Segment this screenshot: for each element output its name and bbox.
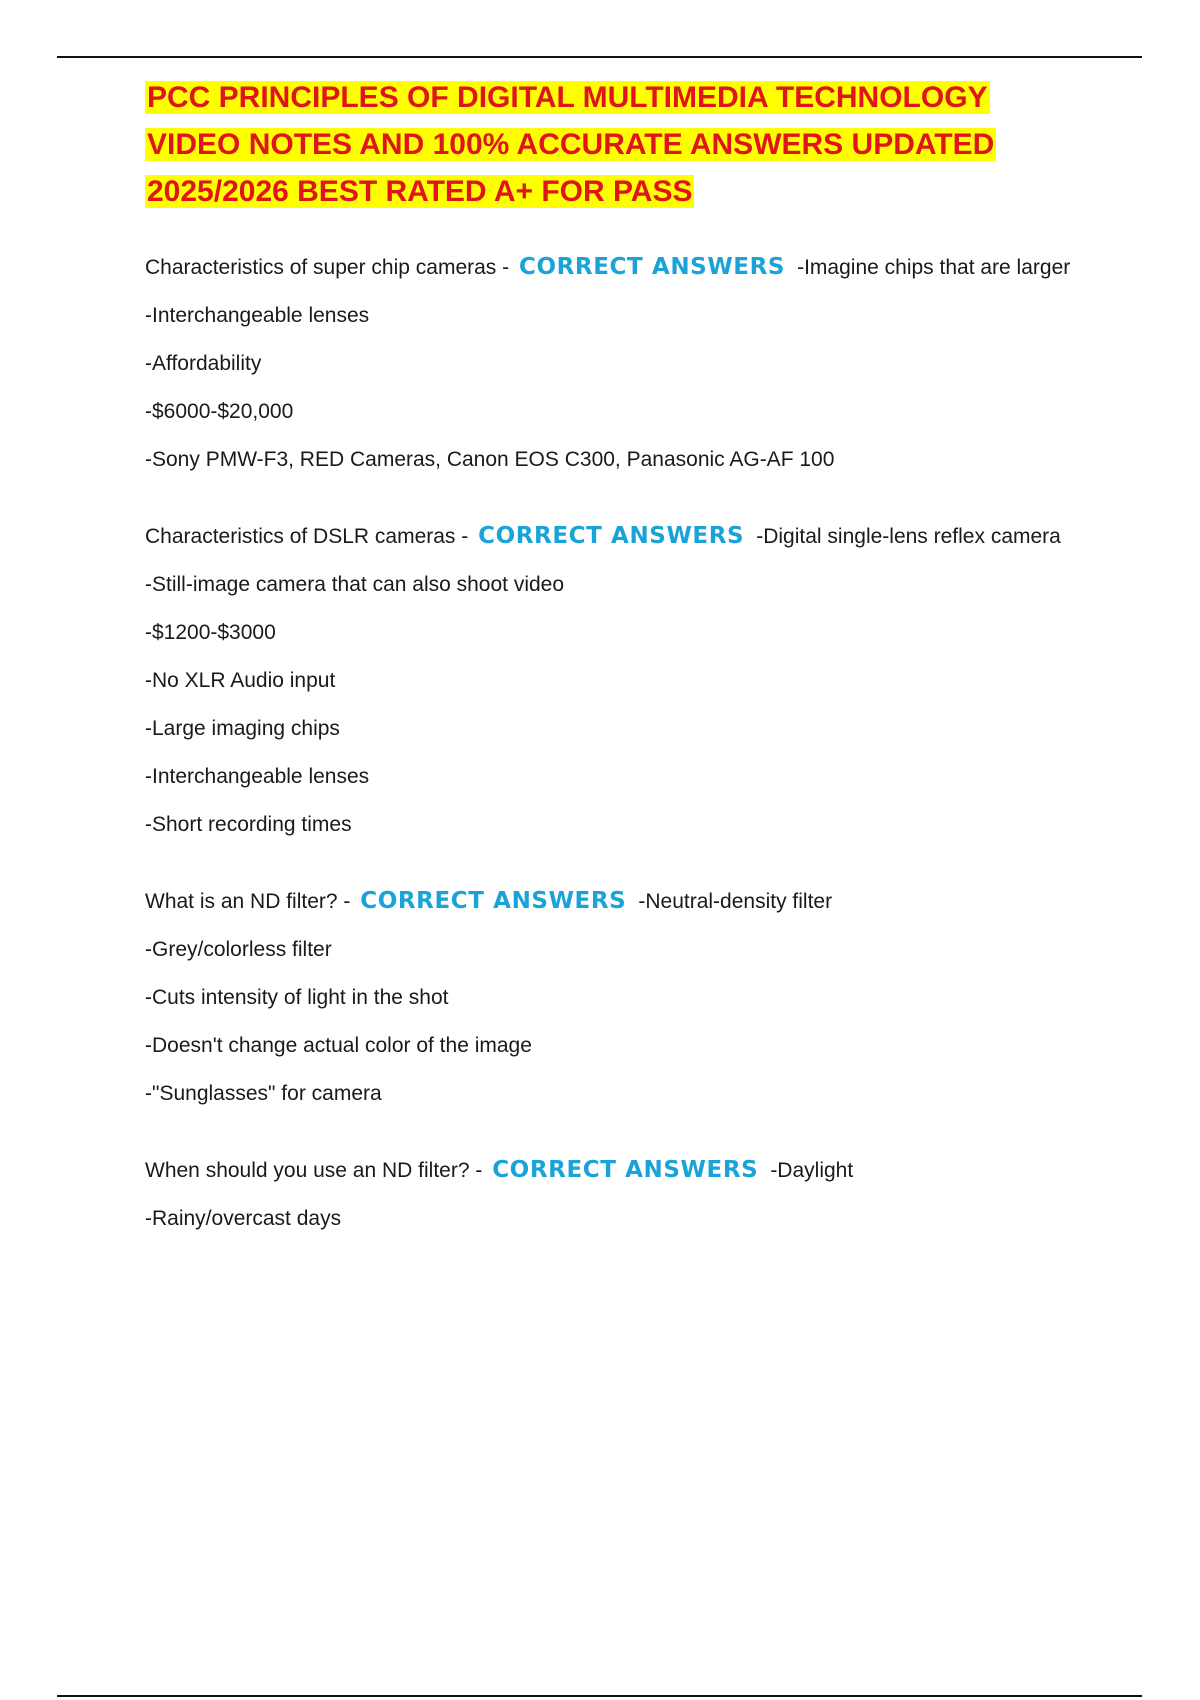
answer-line: -Interchangeable lenses	[145, 765, 370, 788]
first-answer-text: -Imagine chips that are larger	[797, 256, 1071, 279]
question-line	[145, 520, 1095, 553]
qa-block-nd-filter-definition	[145, 885, 1095, 1110]
first-answer-text: -Neutral-density filter	[638, 890, 833, 913]
question-line	[145, 1154, 1095, 1187]
correct-answers-label: CORRECT ANSWERS	[492, 1157, 759, 1183]
top-rule	[57, 56, 1142, 58]
answer-line: -Grey/colorless filter	[145, 938, 332, 961]
answer-line: -Large imaging chips	[145, 717, 340, 740]
qa-block-dslr-cameras	[145, 520, 1095, 841]
question-text: Characteristics of DSLR cameras -	[145, 525, 469, 548]
question-line	[145, 885, 1095, 918]
answer-line: -Still-image camera that can also shoot video	[145, 573, 565, 596]
answer-line: -No XLR Audio input	[145, 669, 336, 692]
document-body	[145, 74, 1095, 1235]
title-line-3: 2025/2026 BEST RATED A+ FOR PASS	[147, 175, 693, 208]
answer-line: -"Sunglasses" for camera	[145, 1082, 382, 1105]
qa-block-super-chip-cameras	[145, 251, 1095, 476]
question-line	[145, 251, 1095, 284]
answer-line: -Affordability	[145, 352, 262, 375]
answer-line: -$6000-$20,000	[145, 400, 294, 423]
answer-line: -Doesn't change actual color of the image	[145, 1034, 532, 1057]
correct-answers-label: CORRECT ANSWERS	[518, 254, 786, 280]
answer-line: -Cuts intensity of light in the shot	[145, 986, 449, 1009]
title-line-1: PCC PRINCIPLES OF DIGITAL MULTIMEDIA TECHNOLOGY	[147, 81, 988, 114]
answer-line: -Sony PMW-F3, RED Cameras, Canon EOS C300, Panasonic AG-AF 100	[145, 448, 835, 471]
qa-block-nd-filter-usage	[145, 1154, 1095, 1235]
first-answer-text: -Daylight	[770, 1159, 854, 1182]
title-line-2: VIDEO NOTES AND 100% ACCURATE ANSWERS UPDATED	[147, 128, 995, 161]
first-answer-text: -Digital single-lens reflex camera	[756, 525, 1061, 548]
answer-line: -$1200-$3000	[145, 621, 276, 644]
answer-line: -Rainy/overcast days	[145, 1207, 342, 1230]
answer-line: -Short recording times	[145, 813, 352, 836]
answer-line: -Interchangeable lenses	[145, 304, 370, 327]
question-text: Characteristics of super chip cameras -	[145, 256, 510, 279]
question-text: What is an ND filter? -	[145, 890, 351, 913]
correct-answers-label: CORRECT ANSWERS	[478, 523, 745, 549]
question-text: When should you use an ND filter? -	[145, 1159, 483, 1182]
document-title	[145, 74, 1095, 215]
bottom-rule	[57, 1695, 1142, 1697]
correct-answers-label: CORRECT ANSWERS	[360, 888, 627, 914]
